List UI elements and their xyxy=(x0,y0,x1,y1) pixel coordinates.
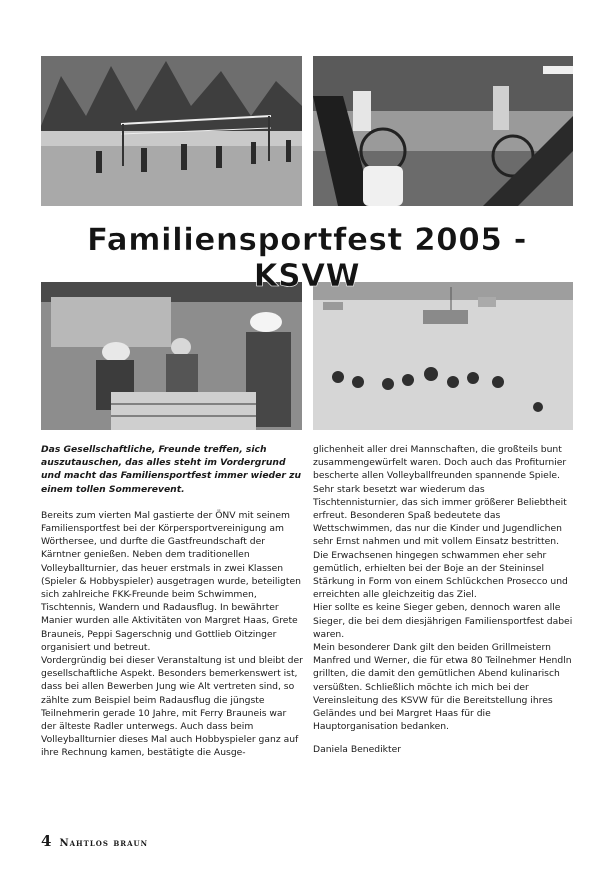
text-column-left xyxy=(41,443,303,760)
page-footer xyxy=(41,832,148,850)
photo-table-football xyxy=(41,282,302,430)
photo-swimming xyxy=(313,282,573,430)
article-lead: Das Gesellschaftliche, Freunde treffen, sich auszutauschen, das alles steht im Vordergrund und macht das Familiensportfest immer wieder zu einem tollen Sommerevent. xyxy=(41,444,301,495)
article-author: Daniela Benedikter xyxy=(313,744,402,756)
page-number: 4 xyxy=(41,832,52,850)
text-column-right xyxy=(313,443,573,757)
article-title: Familiensportfest 2005 - KSVW xyxy=(86,222,528,294)
photo-cycling xyxy=(313,56,573,206)
publication-name: Nahtlos braun xyxy=(59,838,149,849)
photo-volleyball xyxy=(41,56,302,206)
article-body-right: glichenheit aller drei Mannschaften, die großteils bunt zusammengewürfelt waren. Doch auch das Profiturnier bescherte allen Volleyballfreunden spannende Spiele. Sehr stark besetzt war wiederum das Tischtennisturnier, das sich immer größerer Beliebtheit erfreut. Besonderen Spaß bedeutete das Wettschwimmen, das nur die Kinder und Jugendlichen sehr Ernst nahmen und mit vollem Einsatz bestritten. Die Erwachsenen hingegen schwammen eher sehr gemütlich, erhielten bei der Boje an der Steininsel Stärkung in Form von einem Schlückchen Prosecco und erreichten alle gleichzeitig das Ziel. Hier sollte es keine Sieger geben, dennoch waren alle Sieger, die bei dem diesjährigen Familiensportfest dabei waren. Mein besonderer Dank gilt den beiden Grillmeistern Manfred und Werner, die für etwa 80 Teilnehmer Hendln grillten, die damit den gemütlichen Abend kulinarisch versüßten. Schließlich möchte ich mich bei der Vereinsleitung des KSVW für die Bereitstellung ihres Geländes und bei Margret Haas für die Hauptorganisation bedanken. xyxy=(313,444,573,733)
article-body-left: Bereits zum vierten Mal gastierte der ÖNV mit seinem Familiensportfest bei der Körpersportvereinigung am Wörthersee, und durfte die Gastfreundschaft der Kärntner genießen. Neben dem traditionellen Volleyballturnier, das heuer erstmals in zwei Klassen (Spieler & Hobbyspieler) ausgetragen wurde, beteiligten sich zahlreiche FKK-Freunde beim Schwimmen, Tischtennis, Wandern und Radausflug. In bewährter Manier wurden alle Aktivitäten von Margret Haas, Grete Brauneis, Peppi Sagerschnig und Gottlieb Oitzinger organisiert und betreut. Vordergründig bei dieser Veranstaltung ist und bleibt der gesellschaftliche Aspekt. Besonders bemerkenswert ist, dass bei allen Bewerben Jung wie Alt vertreten sind, so zählte zum Beispiel beim Radausflug die jüngste Teilnehmerin gerade 10 Jahre, mit Ferry Brauneis war der älteste Radler unterwegs. Auch dass beim Volleyballturnier dieses Mal auch Hobbyspieler ganz auf ihre Rechnung kamen, bestätigte die Ausge- xyxy=(41,509,303,759)
